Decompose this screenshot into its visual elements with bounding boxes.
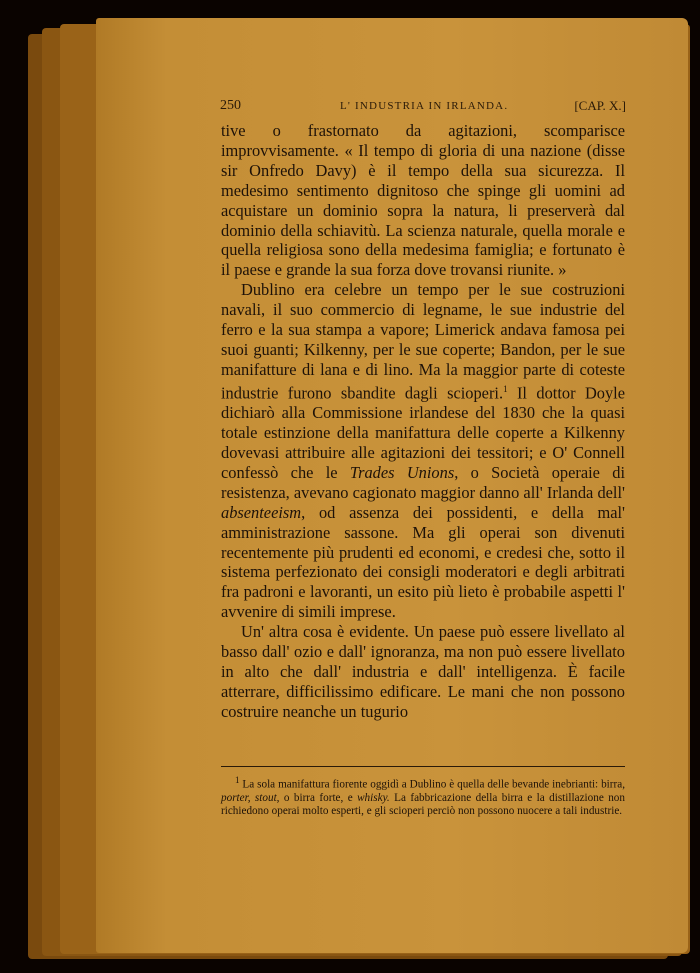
body-text [221,121,625,722]
paragraph-2 [221,280,625,622]
footnote-text [221,774,625,818]
paragraph-2-part-3: , o Società operaie di resistenza, avevano cagionato maggior danno all' Irlanda dell' [221,462,625,502]
running-header [220,98,626,118]
paragraph-3: Un' altra cosa è evidente. Un paese può essere livellato al basso dall' ozio e dall' ignoranza, ma non può essere livellato in alto che dall' industria e dall' intelligenza. È facile atterrare, difficilissimo edificare. Le mani che non possono costruire neanche un tugurio [221,622,625,721]
chapter-label: [CAP. X.] [574,98,626,113]
paragraph-2-part-1: Dublino era celebre un tempo per le sue costruzioni navali, il suo commercio di legname, le sue industrie del ferro e la sua stampa a vapore; Limerick andava famosa pei suoi guanti; Kilkenny, per le sue coperte; Bandon, per le sue manifatture di lana e di lino. Ma la maggior parte di coteste industrie furono sbandite dagli scioperi. [221,280,625,403]
page-number: 250 [220,98,241,113]
paragraph-2-part-4: , od assenza dei possidenti, e della mal' amministrazione sassone. Ma gli operai son divenuti recentemente più prudenti ed economi, e credesi che, sotto il sistema perfezionato dei consigli moderatori e degli arbitrati fra padroni e lavoranti, un esito più lieto è probabile aspetti l' avvenire di simili imprese. [221,502,625,622]
footnote-reference: 1 [503,383,508,394]
footnote-mark: 1 [235,775,240,785]
footnote-part-2: o birra forte, e [279,791,358,804]
trades-unions-term: Trades Unions [349,462,455,482]
footnote-whisky: whisky. [357,791,390,804]
footnote-part-1: La sola manifattura fiorente oggidì a Dublino è quella delle bevande inebrianti: birra, [239,778,625,791]
footnote-part-3: La fabbricazione della birra e la distillazione non richiedono operai molto esperti, e gli scioperi perciò non possono nuocere a tali industrie. [221,791,625,817]
footnote-rule [221,766,625,767]
footnote [221,774,625,818]
paragraph-2-part-2: Il dottor Doyle dichiarò alla Commissione irlandese del 1830 che la quasi totale estinzione della manifattura delle coperte a Kilkenny dovevasi attribuire alle agitazioni dei tessitori; e O' Connell confessò che le [221,383,625,482]
footnote-beverages: porter, stout, [221,791,280,804]
absenteeism-term: absenteeism [221,502,302,522]
paragraph-1: tive o frastornato da agitazioni, scomparisce improvvisamente. « Il tempo di gloria di una nazione (disse sir Onfredo Davy) è il tempo della sua sicurezza. Il medesimo sentimento dignitoso che spinge gli uomini ad acquistare un dominio sopra la natura, li preserverà dal dominio della schiavitù. La scienza naturale, quella morale e quella religiosa sono della medesima famiglia; e fortunato è il paese e grande la sua forza dove trovansi riunite. » [221,121,625,280]
running-title: L' INDUSTRIA IN IRLANDA. [340,100,509,112]
